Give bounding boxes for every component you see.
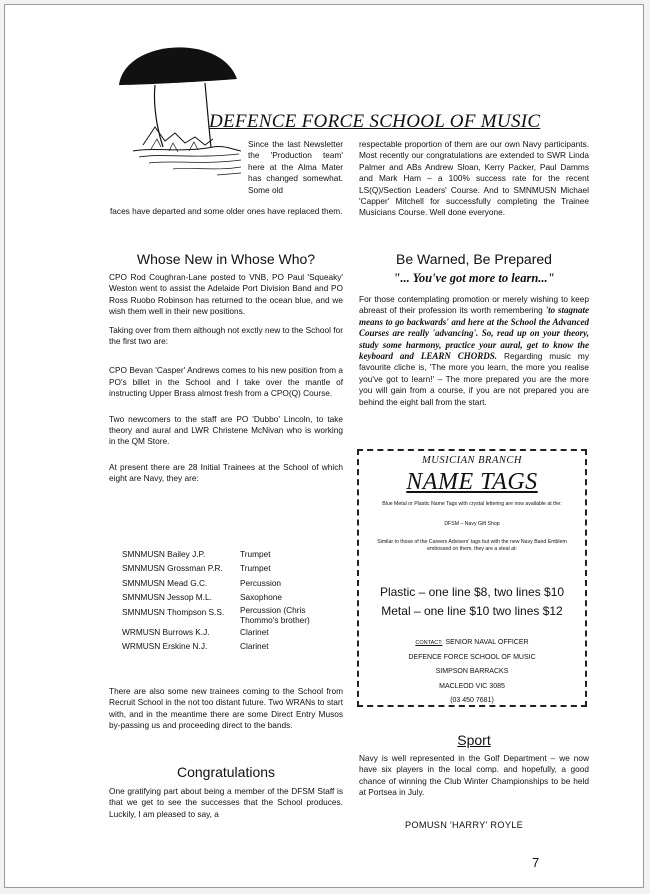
whose-new-paragraph: At present there are 28 Initial Trainees at the School of which eight are Navy, they are: (109, 461, 343, 484)
contact-line-text: SENIOR NAVAL OFFICER (445, 639, 529, 646)
sport-body: Navy is well represented in the Golf Department – we now have six players in the local comp. and hopefully, a good chance of winning the Club Winter Championships to be held at Portsea in July. (359, 753, 589, 798)
whose-new-heading: Whose New in Whose Who? (136, 251, 316, 267)
whose-new-paragraph: CPO Bevan 'Casper' Andrews comes to his new position from a PO's billet in the School and I take over the mantle of instructing Upper Brass almost fresh from a CPO(Q) Course. (109, 365, 343, 399)
be-warned-body (359, 294, 589, 408)
be-warned-subheading: "... You've got more to learn..." (393, 271, 555, 285)
name-tags-title: NAME TAGS (406, 469, 538, 495)
congratulations-continued: respectable proportion of them are our own Navy participants. Most recently our congratulations are extended to SWR Linda Palmer and ABs Andrew Sloan, Kerry Packer, Paul Damms and Mark Ham – a 100% success rate for the recent LS(Q)/Section Leaders' Course. And to SMNMUSN Michael 'Capper' Mitchell for successfully completing the Trainee Musicians Course. Well done everyone. (359, 139, 589, 218)
whose-new-body (109, 272, 343, 492)
price-plastic: Plastic – one line $8, two lines $10 (379, 585, 565, 599)
be-warned-heading: Be Warned, Be Prepared (396, 251, 552, 267)
newsletter-page (4, 4, 644, 888)
mushroom-logo-icon (113, 33, 241, 183)
contact-line: (03 450 7681) (450, 697, 494, 705)
trainee-name: SMNMUSN Jessop M.L. (122, 592, 212, 603)
table-row (122, 561, 322, 575)
trainee-name: SMNMUSN Thompson S.S. (122, 606, 225, 617)
new-trainees-text: There are also some new trainees coming to the School from Recruit School in the not too distant future. Two WRANs to start with, and in the meantime there are some Direct Entry Musos by-passing us and proceeding direct to the bands. (109, 686, 343, 731)
contact-address (365, 636, 579, 709)
be-warned-emphasis: 'to stagnate means to go backwards' and here at the School the Advanced Courses are really 'advancing'. So, read up on your theory, study some harmony, practice your aural, get to know the keyboard and LEARN CHORDS. (359, 305, 589, 362)
whose-new-paragraph: Taking over from them although not exctly new to the School for the first two are: (109, 324, 343, 347)
whose-new-paragraph: Two newcomers to the staff are PO 'Dubbo' Lincoln, to take theory and aural and LWR Christene McNivan who is working in the QM Store. (109, 413, 343, 447)
name-tags-description: Similar to those of the Careers Advisers' tags but with the new Navy Band Emblem embossed on them, they are a steal at: (377, 539, 567, 552)
name-tags-shop: DFSM – Navy Gift Shop (444, 521, 500, 527)
contact-line: DEFENCE FORCE SCHOOL OF MUSIC (408, 653, 536, 661)
name-tags-advert (357, 449, 587, 707)
table-row (122, 605, 322, 625)
trainee-instrument: Percussion (Chris Thommo's brother) (240, 604, 310, 625)
contact-label: CONTACT: (415, 640, 443, 646)
trainee-instrument: Saxophone (240, 592, 282, 603)
congratulations-body: One gratifying part about being a member of the DFSM Staff is that we get to see the successes that the School produces. Luckily, I am pleased to say, a (109, 786, 343, 819)
be-warned-text: For those contemplating promotion or merely wishing to keep abreast of their profession its worth remembering (359, 294, 589, 316)
page-number: 7 (532, 855, 540, 870)
trainee-instrument: Trumpet (240, 563, 271, 574)
price-metal: Metal – one line $10 two lines $12 (381, 604, 563, 618)
table-row (122, 625, 322, 639)
trainee-name: SMNMUSN Bailey J.P. (122, 549, 206, 559)
name-tags-banner: MUSICIAN BRANCH (422, 455, 522, 466)
contact-line: SIMPSON BARRACKS (435, 668, 509, 676)
table-row (122, 639, 322, 653)
table-row (122, 547, 322, 561)
page-title: DEFENCE FORCE SCHOOL OF MUSIC (209, 111, 541, 132)
sport-author: POMUSN 'HARRY' ROYLE (405, 820, 524, 830)
trainee-instrument: Clarinet (240, 641, 269, 652)
trainee-list (122, 547, 322, 653)
whose-new-paragraph: CPO Rod Coughran-Lane posted to VNB, PO Paul 'Squeaky' Weston went to assist the Adelaide Port Division Band and PO Ross Ruobo Robinson has returned to the ocean blue, and we wish them well in their new positions. (109, 272, 343, 317)
trainee-name: WRMUSN Burrows K.J. (122, 626, 210, 637)
trainee-instrument: Trumpet (240, 549, 271, 559)
contact-line (365, 636, 579, 651)
trainee-name: SMNMUSN Mead G.C. (122, 577, 208, 588)
trainee-name: SMNMUSN Grossman P.R. (122, 563, 223, 574)
congratulations-heading: Congratulations (176, 764, 276, 780)
trainee-name: WRMUSN Erskine N.J. (122, 641, 208, 652)
sport-heading: Sport (457, 732, 491, 748)
intro-text-top: Since the last Newsletter the 'Production team' here at the Alma Mater has changed somewhat. Some old (248, 139, 343, 195)
name-tags-description: Blue Metal or Plastic Name Tags with crystal lettering are now available at the: (382, 501, 562, 507)
trainee-instrument: Percussion (240, 577, 282, 588)
intro-text-bottom: faces have departed and some older ones have replaced them. (110, 206, 343, 216)
contact-line: MACLEOD VIC 3085 (439, 682, 505, 690)
trainee-instrument: Clarinet (240, 626, 269, 637)
be-warned-text: Regarding music my favourite cliche is, 'The more you learn, the more you realise you've got to learn!' – The more prepared you are the more you will gain from a course, if you are not prepared you are behind the eight ball from the start. (359, 351, 589, 407)
table-row (122, 576, 322, 590)
table-row (122, 590, 322, 604)
